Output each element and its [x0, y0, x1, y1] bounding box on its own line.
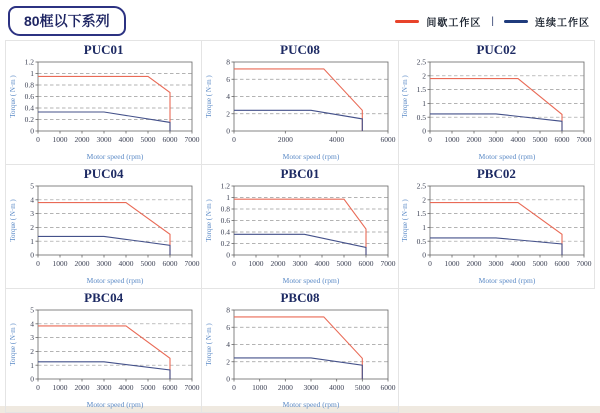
- svg-text:2000: 2000: [277, 135, 293, 144]
- svg-text:5000: 5000: [140, 383, 156, 392]
- continuous-zone-label: 连续工作区: [535, 18, 590, 29]
- chart-title-puc08: PUC08: [280, 42, 320, 57]
- svg-text:6000: 6000: [162, 383, 178, 392]
- svg-text:0.8: 0.8: [24, 80, 34, 90]
- chart-cell-puc08: [202, 41, 398, 165]
- svg-text:2: 2: [29, 223, 34, 232]
- svg-text:7000: 7000: [184, 135, 200, 144]
- svg-text:0.2: 0.2: [24, 115, 34, 125]
- svg-text:Motor speed (rpm): Motor speed (rpm): [282, 400, 340, 409]
- svg-text:Torque ( N·m ): Torque ( N·m ): [401, 199, 410, 242]
- svg-text:Torque ( N·m ): Torque ( N·m ): [8, 199, 17, 242]
- continuous-zone-swatch: [504, 20, 528, 23]
- svg-text:1: 1: [422, 99, 427, 108]
- svg-text:0: 0: [232, 135, 236, 144]
- svg-text:4000: 4000: [510, 135, 526, 144]
- svg-text:1: 1: [29, 236, 34, 246]
- svg-text:0: 0: [35, 135, 40, 144]
- svg-text:Torque ( N·m ): Torque ( N·m ): [204, 199, 213, 242]
- svg-text:0.5: 0.5: [416, 236, 427, 246]
- svg-text:8: 8: [226, 57, 230, 67]
- svg-text:6000: 6000: [380, 135, 396, 144]
- svg-text:2000: 2000: [74, 383, 90, 392]
- svg-text:6: 6: [226, 74, 230, 84]
- svg-text:7000: 7000: [576, 135, 592, 144]
- svg-text:Motor speed (rpm): Motor speed (rpm): [86, 400, 143, 409]
- svg-text:6000: 6000: [380, 383, 396, 392]
- svg-text:0: 0: [226, 126, 230, 136]
- chart-plot-puc08: [204, 57, 396, 161]
- svg-text:5000: 5000: [532, 135, 548, 144]
- svg-text:3000: 3000: [488, 135, 504, 144]
- chart-plot-puc04: [8, 181, 200, 285]
- svg-text:2000: 2000: [277, 383, 293, 392]
- svg-text:1000: 1000: [252, 383, 268, 392]
- svg-text:1000: 1000: [52, 135, 68, 144]
- svg-text:1.2: 1.2: [24, 57, 34, 67]
- svg-text:3: 3: [29, 333, 34, 343]
- svg-text:1000: 1000: [52, 259, 68, 268]
- svg-text:2000: 2000: [270, 259, 286, 268]
- svg-text:3: 3: [29, 209, 34, 219]
- svg-text:3000: 3000: [292, 259, 308, 268]
- svg-text:0: 0: [232, 259, 236, 268]
- svg-text:2000: 2000: [74, 135, 90, 144]
- chart-plot-puc02: [400, 57, 592, 161]
- svg-text:0: 0: [29, 374, 34, 384]
- svg-text:Motor speed (rpm): Motor speed (rpm): [479, 276, 536, 285]
- svg-text:Motor speed (rpm): Motor speed (rpm): [86, 276, 143, 285]
- svg-text:0.6: 0.6: [24, 92, 34, 102]
- svg-text:5000: 5000: [336, 259, 352, 268]
- svg-text:0: 0: [29, 126, 34, 136]
- svg-text:Motor speed (rpm): Motor speed (rpm): [86, 152, 143, 161]
- svg-text:1.5: 1.5: [416, 85, 427, 95]
- svg-text:0: 0: [232, 383, 236, 392]
- chart-grid-row: [6, 289, 595, 413]
- svg-text:7000: 7000: [184, 259, 200, 268]
- svg-text:5000: 5000: [140, 135, 156, 144]
- svg-text:0: 0: [35, 383, 40, 392]
- svg-text:1: 1: [226, 193, 230, 203]
- svg-text:2: 2: [422, 195, 427, 205]
- chart-title-pbc01: PBC01: [280, 166, 320, 181]
- svg-text:1000: 1000: [52, 383, 68, 392]
- svg-text:7000: 7000: [576, 259, 592, 268]
- svg-text:2.5: 2.5: [416, 181, 427, 191]
- svg-text:0.4: 0.4: [220, 227, 230, 237]
- svg-text:2: 2: [226, 357, 230, 367]
- chart-grid: [5, 40, 595, 413]
- svg-text:4000: 4000: [118, 383, 134, 392]
- svg-text:6000: 6000: [358, 259, 374, 268]
- intermittent-zone-swatch: [395, 20, 419, 23]
- chart-plot-pbc08: [204, 305, 396, 409]
- chart-plot-puc01: [8, 57, 200, 161]
- svg-text:6000: 6000: [554, 259, 570, 268]
- svg-text:3000: 3000: [303, 383, 319, 392]
- chart-cell-pbc01: [202, 165, 398, 289]
- svg-text:5000: 5000: [532, 259, 548, 268]
- svg-text:0: 0: [29, 250, 34, 260]
- svg-text:Torque ( N·m ): Torque ( N·m ): [401, 75, 410, 118]
- svg-text:0: 0: [226, 374, 230, 384]
- svg-text:4000: 4000: [118, 259, 134, 268]
- chart-grid-row: [6, 41, 595, 165]
- chart-title-puc01: PUC01: [83, 42, 124, 57]
- svg-text:Torque ( N·m ): Torque ( N·m ): [8, 323, 17, 366]
- svg-text:4000: 4000: [314, 259, 330, 268]
- svg-text:4000: 4000: [329, 383, 345, 392]
- series-title-badge: 80框以下系列: [8, 6, 126, 36]
- svg-text:0: 0: [422, 126, 427, 136]
- chart-cell-puc04: [6, 165, 202, 289]
- svg-text:1: 1: [29, 69, 34, 79]
- svg-text:4: 4: [226, 92, 230, 102]
- svg-text:1000: 1000: [444, 135, 460, 144]
- svg-text:7000: 7000: [380, 259, 396, 268]
- svg-text:2.5: 2.5: [416, 57, 427, 67]
- svg-text:3000: 3000: [96, 383, 112, 392]
- svg-text:3000: 3000: [96, 259, 112, 268]
- chart-cell-pbc02: [398, 165, 594, 289]
- svg-text:1000: 1000: [444, 259, 460, 268]
- chart-title-pbc08: PBC08: [280, 290, 320, 305]
- svg-text:0: 0: [35, 259, 40, 268]
- svg-text:2000: 2000: [466, 135, 482, 144]
- svg-text:4000: 4000: [510, 259, 526, 268]
- svg-text:Motor speed (rpm): Motor speed (rpm): [282, 276, 340, 285]
- svg-text:3000: 3000: [96, 135, 112, 144]
- svg-text:Motor speed (rpm): Motor speed (rpm): [479, 152, 536, 161]
- svg-text:3000: 3000: [488, 259, 504, 268]
- svg-text:4: 4: [226, 340, 230, 350]
- intermittent-zone-label: 间歇工作区: [426, 18, 482, 29]
- svg-text:2: 2: [422, 71, 427, 81]
- svg-text:0.8: 0.8: [220, 204, 230, 214]
- svg-text:Torque ( N·m ): Torque ( N·m ): [204, 323, 213, 366]
- svg-text:2: 2: [226, 109, 230, 119]
- svg-text:Motor speed (rpm): Motor speed (rpm): [282, 152, 340, 161]
- svg-text:0.4: 0.4: [24, 103, 34, 113]
- svg-text:4000: 4000: [118, 135, 134, 144]
- svg-text:0: 0: [428, 259, 433, 268]
- chart-title-puc04: PUC04: [83, 166, 124, 181]
- svg-text:Torque ( N·m ): Torque ( N·m ): [8, 75, 17, 118]
- chart-plot-pbc01: [204, 181, 396, 285]
- svg-text:2000: 2000: [466, 259, 482, 268]
- svg-text:1: 1: [422, 223, 427, 232]
- chart-cell-puc02: [398, 41, 594, 165]
- svg-text:1000: 1000: [248, 259, 264, 268]
- svg-text:0: 0: [428, 135, 433, 144]
- svg-text:0.6: 0.6: [220, 216, 230, 226]
- chart-title-pbc02: PBC02: [476, 166, 516, 181]
- svg-text:4: 4: [29, 319, 34, 329]
- svg-text:2: 2: [29, 347, 34, 356]
- svg-text:4: 4: [29, 195, 34, 205]
- svg-text:0: 0: [226, 250, 230, 260]
- chart-plot-pbc02: [400, 181, 592, 285]
- svg-text:8: 8: [226, 305, 230, 315]
- chart-grid-row: [6, 165, 595, 289]
- svg-text:6: 6: [226, 322, 230, 332]
- chart-legend: [395, 14, 590, 29]
- svg-text:1.5: 1.5: [416, 209, 427, 219]
- svg-text:1: 1: [29, 360, 34, 370]
- legend-separator: |: [491, 16, 494, 27]
- svg-text:5: 5: [29, 305, 34, 315]
- svg-text:5: 5: [29, 181, 34, 191]
- svg-text:0.5: 0.5: [416, 112, 427, 122]
- svg-text:2000: 2000: [74, 259, 90, 268]
- svg-text:6000: 6000: [554, 135, 570, 144]
- svg-text:5000: 5000: [354, 383, 370, 392]
- svg-text:Torque ( N·m ): Torque ( N·m ): [204, 75, 213, 118]
- svg-text:7000: 7000: [184, 383, 200, 392]
- svg-text:6000: 6000: [162, 259, 178, 268]
- empty-cell: [398, 289, 594, 413]
- chart-cell-puc01: [6, 41, 202, 165]
- svg-text:4000: 4000: [329, 135, 345, 144]
- svg-text:1.2: 1.2: [220, 181, 230, 191]
- chart-title-puc02: PUC02: [476, 42, 517, 57]
- chart-plot-pbc04: [8, 305, 200, 409]
- svg-text:5000: 5000: [140, 259, 156, 268]
- page-header: [0, 0, 600, 40]
- svg-text:0: 0: [422, 250, 427, 260]
- svg-text:0.2: 0.2: [220, 239, 230, 249]
- chart-cell-pbc04: [6, 289, 202, 413]
- chart-title-pbc04: PBC04: [84, 290, 124, 305]
- chart-cell-pbc08: [202, 289, 398, 413]
- svg-text:6000: 6000: [162, 135, 178, 144]
